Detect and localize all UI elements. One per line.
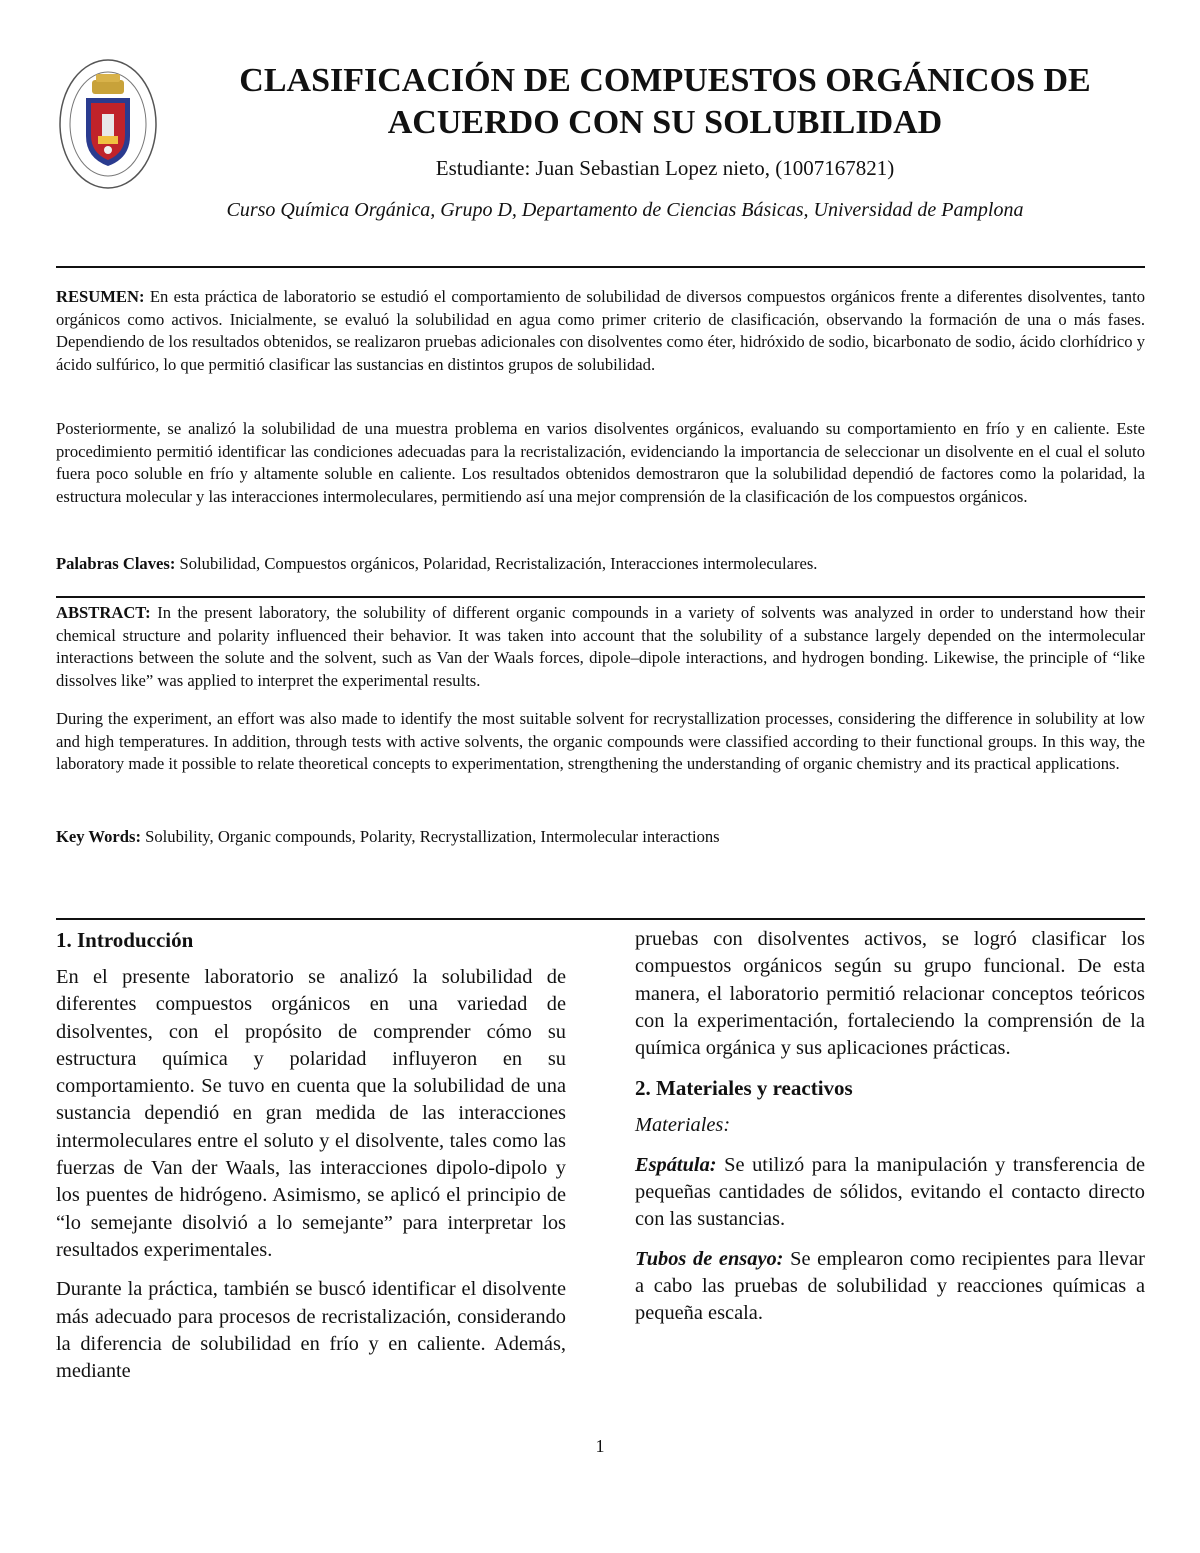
materials-heading: 2. Materiales y reactivos	[635, 1076, 853, 1101]
page-number: 1	[595, 1436, 605, 1456]
abstract-keywords-label: Key Words:	[56, 827, 141, 846]
affiliation-line: Curso Química Orgánica, Grupo D, Departamento de Ciencias Básicas, Universidad de Pamplona	[226, 199, 1024, 221]
resumen-keywords-text: Solubilidad, Compuestos orgánicos, Polaridad, Recristalización, Interacciones intermoleculares.	[179, 554, 818, 573]
intro-paragraph-2-continued: pruebas con disolventes activos, se logró clasificar los compuestos orgánicos según su grupo funcional. De esta manera, el laboratorio permitió relacionar conceptos teóricos con la experimentación, fortaleciendo la comprensión de la química orgánica y sus aplicaciones prácticas.	[635, 928, 1145, 1060]
title-line-1: CLASIFICACIÓN DE COMPUESTOS ORGÁNICOS DE	[239, 62, 1091, 99]
resumen-label: RESUMEN:	[56, 287, 145, 306]
university-seal-logo	[58, 58, 158, 190]
abstract-keywords-text: Solubility, Organic compounds, Polarity, Recrystallization, Intermolecular interactions	[145, 827, 720, 846]
abstract-paragraph-2: During the experiment, an effort was also made to identify the most suitable solvent for recrystallization processes, considering the difference in solubility at low and high temperatures. In addition, through tests with active solvents, the organic compounds were classified according to their functional groups. In this way, the laboratory made it possible to relate theoretical concepts to experimentation, strengthening the understanding of organic chemistry and its practical applications.	[56, 709, 1145, 774]
title-line-2: ACUERDO CON SU SOLUBILIDAD	[387, 104, 943, 141]
intro-paragraph-1: En el presente laboratorio se analizó la solubilidad de diferentes compuestos orgánicos en una variedad de disolventes, con el propósito de comprender cómo su estructura química y polaridad influyeron en su comportamiento. Se tuvo en cuenta que la solubilidad de una sustancia dependió en gran medida de las interacciones intermoleculares entre el soluto y el disolvente, tales como las fuerzas de Van der Waals, las interacciones dipolo-dipolo y los puentes de hidrógeno. Asimismo, se aplicó el principio de “lo semejante disolvió a lo semejante” para interpretar los resultados experimentales.	[56, 966, 566, 1261]
divider-abstract	[56, 596, 1145, 598]
abstract-paragraph-1	[56, 602, 1145, 692]
abstract-label: ABSTRACT:	[56, 603, 151, 622]
paper-title	[190, 60, 1140, 144]
resumen-keywords	[56, 553, 1145, 576]
divider-top	[56, 266, 1145, 268]
resumen-paragraph-1	[56, 286, 1145, 376]
abstract-text-1: In the present laboratory, the solubility of different organic compounds in a variety of solvents was analyzed in order to understand how their chemical structure and polarity influenced their behavior. It was taken into account that the solubility of a substance largely depended on the intermolecular interactions between the solute and the solvent, such as Van der Waals forces, dipole–dipole interactions, and hydrogen bonding. Likewise, the principle of “like dissolves like” was applied to interpret the experimental results.	[56, 603, 1145, 690]
divider-body	[56, 918, 1145, 920]
left-column	[56, 926, 566, 1397]
test-tubes-text: Se emplearon como recipientes para llevar a cabo las pruebas de solubilidad y reacciones químicas a pequeña escala.	[635, 1247, 1145, 1325]
right-column	[635, 926, 1145, 1340]
spatula-text: Se utilizó para la manipulación y transferencia de pequeñas cantidades de sólidos, evitando el contacto directo con las sustancias.	[635, 1153, 1145, 1231]
resumen-keywords-label: Palabras Claves:	[56, 554, 176, 573]
materials-item-spatula	[635, 1152, 1145, 1234]
resumen-text-1: En esta práctica de laboratorio se estudió el comportamiento de solubilidad de diversos compuestos orgánicos frente a diferentes disolventes, tanto orgánicos como activos. Inicialmente, se evaluó la solubilidad en agua como primer criterio de clasificación, observando la formación de una o más fases. Dependiendo de los resultados obtenidos, se realizaron pruebas adicionales con disolventes como éter, hidróxido de sodio, bicarbonato de sodio, ácido clorhídrico y ácido sulfúrico, lo que permitió clasificar las sustancias en distintos grupos de solubilidad.	[56, 287, 1146, 374]
materials-subheading: Materiales:	[635, 1114, 731, 1137]
abstract-keywords	[56, 826, 1145, 849]
test-tubes-term: Tubos de ensayo:	[635, 1247, 784, 1270]
intro-paragraph-2: Durante la práctica, también se buscó identificar el disolvente más adecuado para procesos de recristalización, considerando la diferencia de solubilidad en frío y en caliente. Además, mediante	[56, 1278, 566, 1383]
materials-item-test-tubes	[635, 1246, 1145, 1328]
resumen-paragraph-2: Posteriormente, se analizó la solubilidad de una muestra problema en varios disolventes orgánicos, evaluando su comportamiento en frío y en caliente. Este procedimiento permitió identificar las condiciones adecuadas para la recristalización, evidenciando la importancia de seleccionar un disolvente en el cual el soluto fuera poco soluble en frío y altamente soluble en caliente. Los resultados obtenidos demostraron que la solubilidad dependió de factores como la polaridad, la estructura molecular y las interacciones intermoleculares, permitiendo así una mejor comprensión de la clasificación de los compuestos orgánicos.	[56, 419, 1145, 506]
author-line: Estudiante: Juan Sebastian Lopez nieto, (1007167821)	[435, 156, 895, 180]
spatula-term: Espátula:	[635, 1153, 717, 1176]
intro-heading: 1. Introducción	[56, 928, 194, 952]
